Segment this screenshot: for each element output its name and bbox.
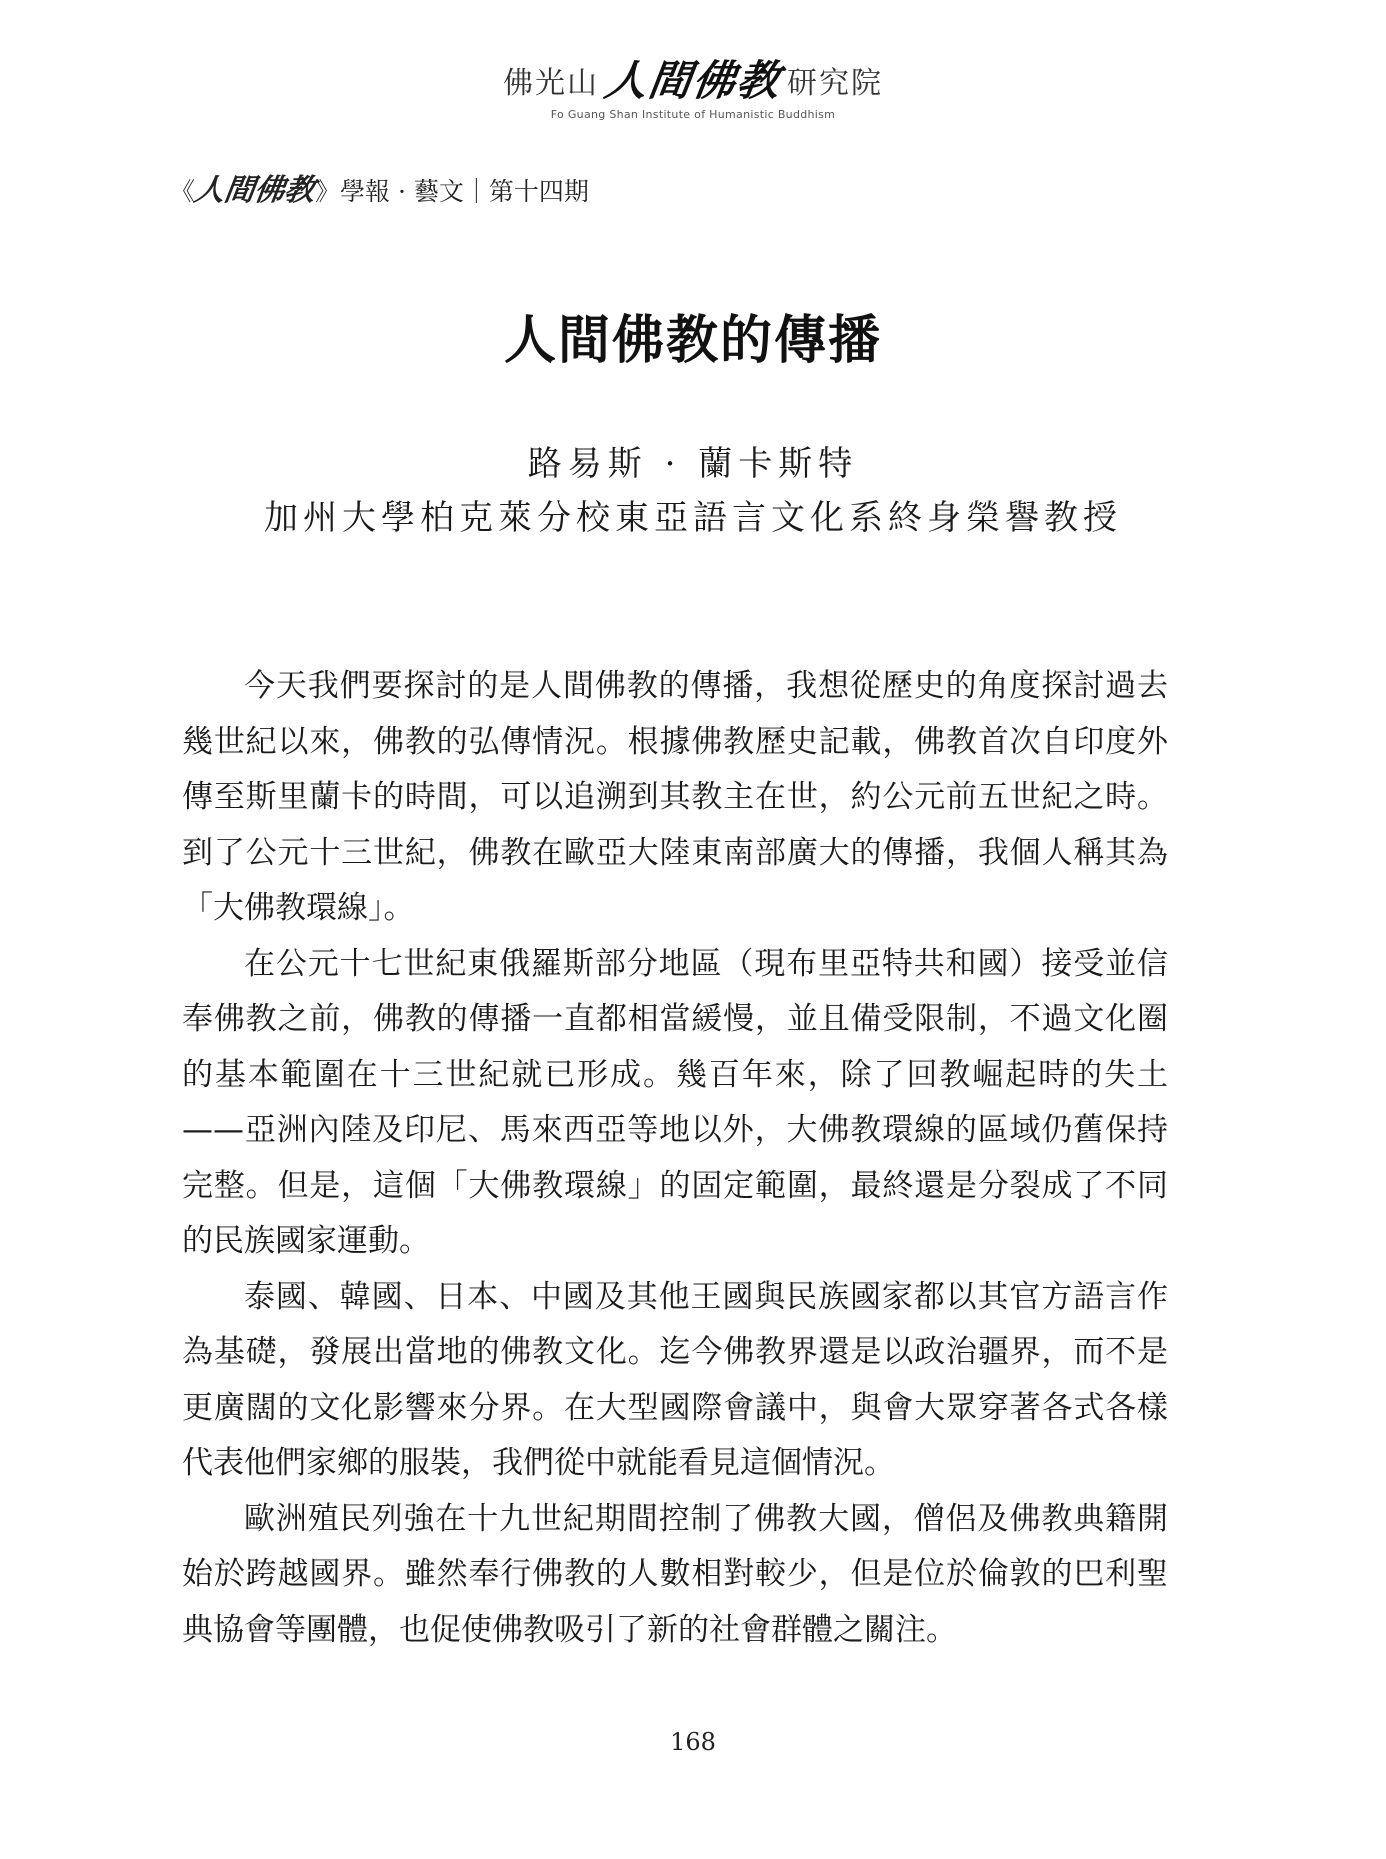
- page-number: 168: [670, 1728, 716, 1756]
- author-affiliation: 加州大學柏克萊分校東亞語言文化系終身榮譽教授: [264, 498, 1122, 538]
- institute-name: [0, 56, 1386, 105]
- journal-issue: 學報 · 藝文｜第十四期: [340, 177, 589, 206]
- article-author: 路易斯 · 蘭卡斯特: [527, 444, 859, 484]
- journal-bracket-open: 《: [170, 177, 196, 206]
- humanistic-buddhism-logo: 人間佛教: [601, 56, 785, 105]
- institute-name-suffix: 研究院: [787, 66, 883, 101]
- journal-logo: 人間佛教: [192, 173, 317, 208]
- journal-running-head: [170, 165, 589, 209]
- paragraph: 歐洲殖民列強在十九世紀期間控制了佛教大國，僧侶及佛教典籍開始於跨越國界。雖然奉行佛教的人數相對較少，但是位於倫敦的巴利聖典協會等團體，也促使佛教吸引了新的社會群體之關注。: [182, 1500, 1168, 1648]
- institute-name-prefix: 佛光山: [502, 66, 599, 101]
- institute-english-name: Fo Guang Shan Institute of Humanistic Buddhism: [550, 108, 836, 121]
- article-body: [182, 659, 1168, 1658]
- paragraph: 在公元十七世紀東俄羅斯部分地區（現布里亞特共和國）接受並信奉佛教之前，佛教的傳播一直都相當緩慢，並且備受限制，不過文化圈的基本範圍在十三世紀就已形成。幾百年來，除了回教崛起時的失土——亞洲內陸及印尼、馬來西亞等地以外，大佛教環線的區域仍舊保持完整。但是，這個「大佛教環線」的固定範圍，最終還是分裂成了不同的民族國家運動。: [182, 945, 1168, 1259]
- article-title: 人間佛教的傳播: [503, 311, 882, 371]
- journal-bracket-close: 》: [315, 177, 341, 206]
- page-header: [0, 58, 1386, 121]
- paragraph: 泰國、韓國、日本、中國及其他王國與民族國家都以其官方語言作為基礎，發展出當地的佛教文化。迄今佛教界還是以政治疆界，而不是更廣闊的文化影響來分界。在大型國際會議中，與會大眾穿著各式各樣代表他們家鄉的服裝，我們從中就能看見這個情況。: [182, 1278, 1168, 1481]
- paragraph: 今天我們要探討的是人間佛教的傳播，我想從歷史的角度探討過去幾世紀以來，佛教的弘傳情況。根據佛教歷史記載，佛教首次自印度外傳至斯里蘭卡的時間，可以追溯到其教主在世，約公元前五世紀之時。到了公元十三世紀，佛教在歐亞大陸東南部廣大的傳播，我個人稱其為「大佛教環線」。: [182, 668, 1168, 926]
